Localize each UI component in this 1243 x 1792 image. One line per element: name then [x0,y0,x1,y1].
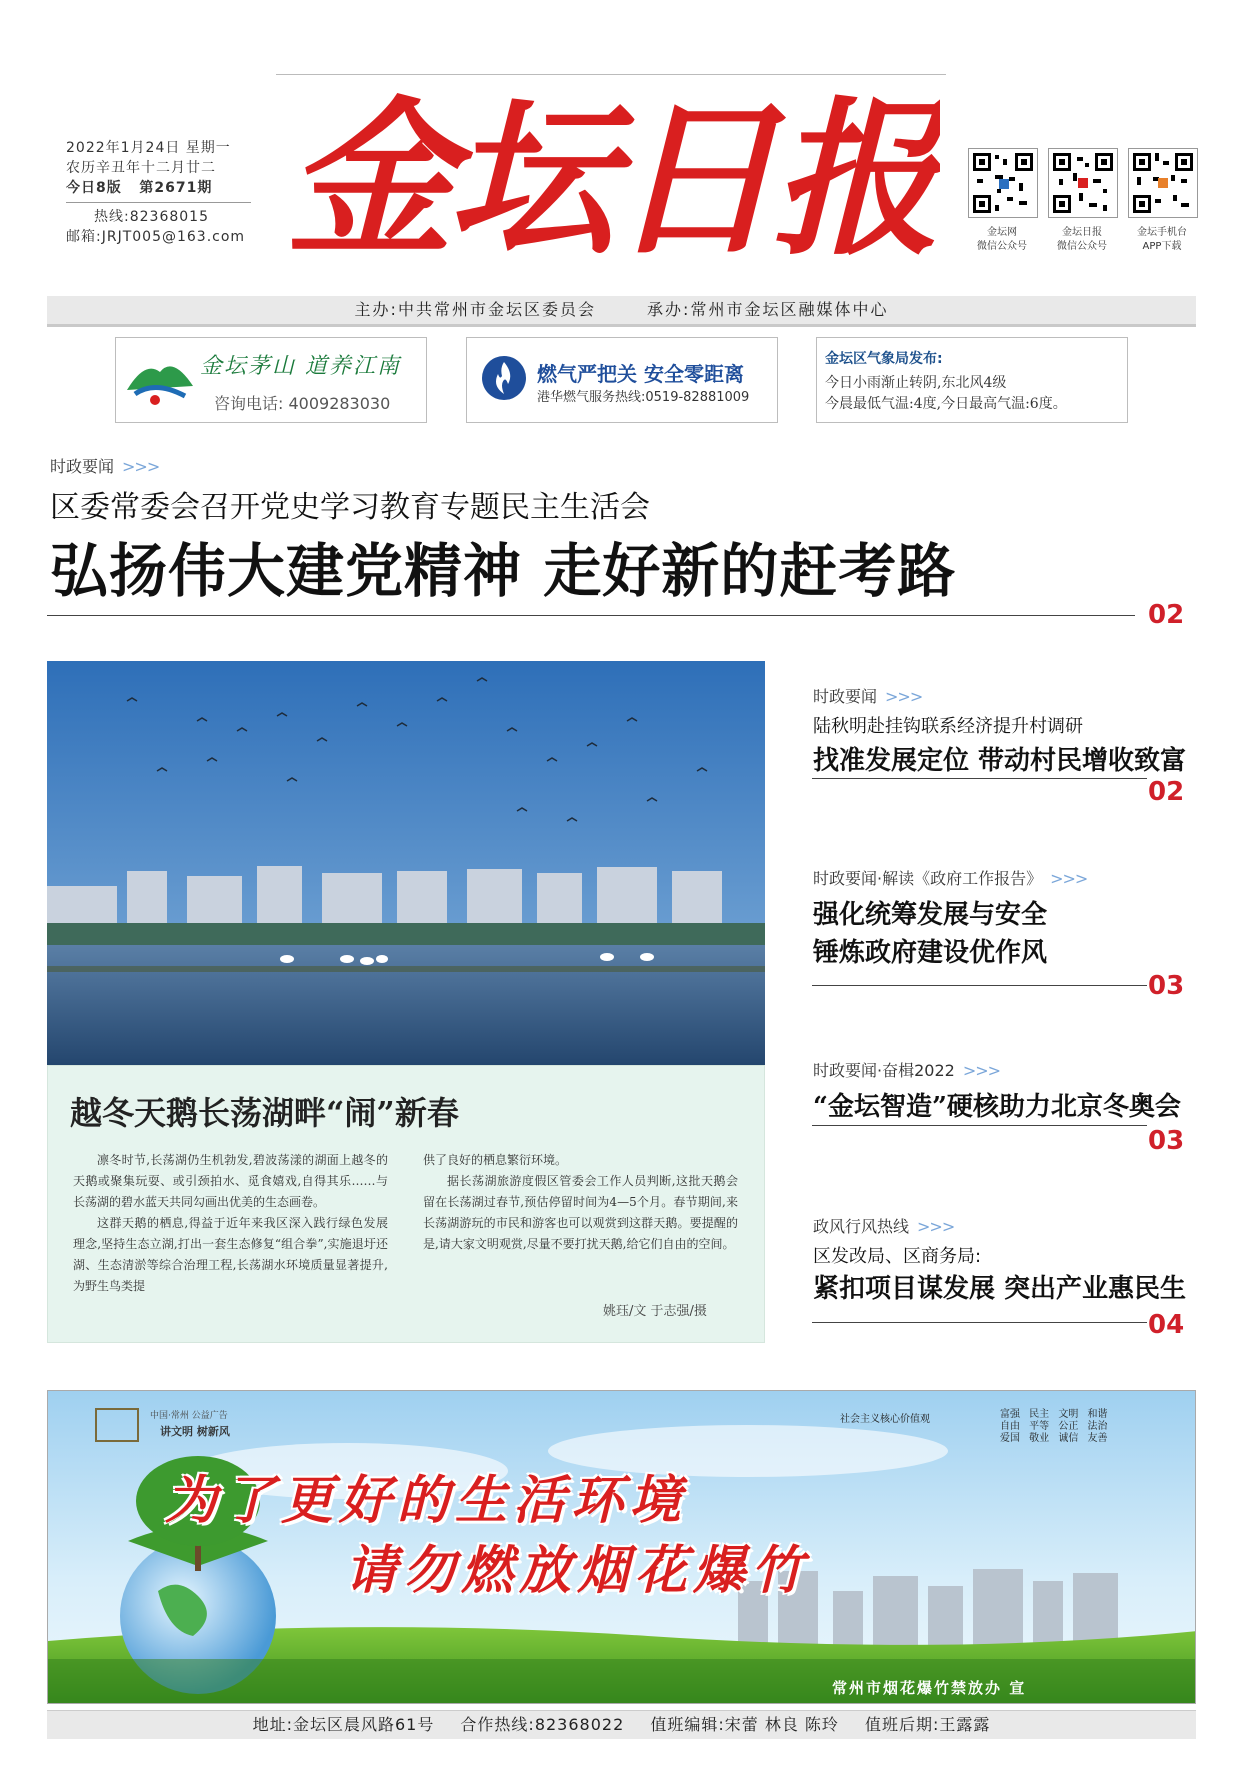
qr-code-jintanwang[interactable] [968,148,1038,218]
right-rule-3 [812,1125,1147,1126]
right-kicker-1: 时政要闻 >>> [813,687,923,706]
ad-headline-2: 请勿燃放烟花爆竹 [345,1541,810,1601]
right-headline-3[interactable]: “金坛智造”硬核助力北京冬奥会 [813,1092,1181,1122]
feature-paragraph: 供了良好的栖息繁衍环境。 [423,1153,568,1167]
right-subtitle-1: 陆秋明赴挂钩联系经济提升村调研 [813,716,1083,737]
footer-bar [47,1710,1196,1739]
host: 主办:中共常州市金坛区委员会 [354,300,596,319]
top-rule [276,74,946,75]
right-headline-2a[interactable]: 强化统筹发展与安全 [813,900,1048,930]
gas-phone: 港华燃气服务热线:0519-82881009 [537,390,750,405]
gas-flame-icon [480,354,528,402]
edition: 今日8版 [66,180,122,196]
core-values: 富强 民主 文明 和谐 自由 平等 公正 法治 爱国 敬业 诚信 友善 [1000,1409,1108,1444]
maoshan-slogan: 金坛茅山 道养江南 [200,354,401,379]
feature-byline: 姚珏/文 于志强/摄 [603,1304,707,1319]
right-rule-4 [812,1322,1147,1323]
weather-title: 金坛区气象局发布: [825,351,943,367]
organizer: 承办:常州市金坛区融媒体中心 [647,300,889,319]
qr-code-jintan-daily[interactable] [1048,148,1118,218]
feature-paragraph: 据长荡湖旅游度假区管委会工作人员判断,这批天鹅会留在长荡湖过春节,预估停留时间为4—5个月。春节期间,来长荡湖游玩的市民和游客也可以观赏到这群天鹅。要提醒的是,请大家文明观赏,尽量不要打扰天鹅,给它们自由的空间。 [423,1174,738,1251]
arrow-icon: >>> [122,457,160,476]
maoshan-logo-icon [125,350,195,408]
lead-rule [47,615,1135,616]
feature-column-2 [423,1150,738,1255]
hotline: 热线:82368015 [94,209,209,225]
right-page-3[interactable]: 03 [1148,1126,1185,1156]
swans-lake-photo [47,661,765,1065]
footer-hotline: 合作热线:82368022 [460,1715,625,1734]
right-page-4[interactable]: 04 [1148,1310,1185,1340]
arrow-icon: >>> [885,687,923,706]
right-rule-2 [812,985,1147,986]
date-info [66,138,251,247]
weather-line-2: 今晨最低气温:4度,今日最高气温:6度。 [825,396,1067,412]
weather-line-1: 今日小雨渐止转阴,东北风4级 [825,375,1007,391]
footer-address: 地址:金坛区晨风路61号 [252,1715,435,1734]
qr-code-app[interactable] [1128,148,1198,218]
right-headline-2b[interactable]: 锤炼政府建设优作风 [813,938,1048,968]
qr-icon [969,149,1037,217]
qr-icon [1129,149,1197,217]
ad-headline-1: 为了更好的生活环境 [165,1471,688,1531]
footer-editors: 值班编辑:宋蕾 林良 陈玲 [650,1715,839,1734]
date: 2022年1月24日 星期一 [66,140,231,156]
ad-org-top: 中国·常州 公益广告 [150,1411,228,1421]
right-headline-4[interactable]: 紧扣项目谋发展 突出产业惠民生 [813,1274,1187,1304]
right-rule-1 [812,778,1147,779]
masthead-text: 金坛日报 [286,88,934,278]
qr-label-2: 金坛日报 微信公众号 [1057,227,1107,252]
feature-column-1 [73,1150,388,1297]
date-rule [66,202,251,203]
lead-headline[interactable]: 弘扬伟大建党精神 走好新的赶考路 [50,537,957,605]
lead-subtitle: 区委常委会召开党史学习教育专题民主生活会 [50,490,650,525]
lunar-date: 农历辛丑年十二月廿二 [66,160,216,176]
right-page-1[interactable]: 02 [1148,777,1185,807]
feature-paragraph: 这群天鹅的栖息,得益于近年来我区深入践行绿色发展理念,坚持生态立湖,打出一套生态修复“组合拳”,实施退圩还湖、生态清淤等综合治理工程,长荡湖水环境质量显著提升,为野生鸟类提 [73,1216,388,1293]
qr-label-1: 金坛网 微信公众号 [977,227,1027,252]
maoshan-phone: 咨询电话: 4009283030 [214,394,391,413]
issue: 第2671期 [139,180,213,196]
ad-signature: 常州市烟花爆竹禁放办 宣 [832,1679,1027,1697]
feature-paragraph: 凛冬时节,长荡湖仍生机勃发,碧波荡漾的湖面上越冬的天鹅或聚集玩耍、或引颈拍水、觅食嬉戏,自得其乐……与长荡湖的碧水蓝天共同勾画出优美的生态画卷。 [73,1153,388,1209]
arrow-icon: >>> [962,1061,1001,1080]
right-headline-1[interactable]: 找准发展定位 带动村民增收致富 [813,746,1187,776]
right-kicker-3: 时政要闻·奋楫2022 >>> [813,1061,1001,1080]
right-page-2[interactable]: 03 [1148,971,1185,1001]
feature-title[interactable]: 越冬天鹅长荡湖畔“闹”新春 [70,1094,459,1132]
qr-label-3: 金坛手机台 APP下载 [1137,227,1187,252]
gas-slogan: 燃气严把关 安全零距离 [537,362,744,386]
right-kicker-2: 时政要闻·解读《政府工作报告》 >>> [813,869,1088,888]
sponsor-bar [47,296,1196,327]
footer-proof: 值班后期:王露露 [865,1715,991,1734]
lead-kicker: 时政要闻 >>> [50,457,160,476]
ad-org-slogan: 讲文明 树新风 [160,1425,230,1438]
masthead-title [280,88,940,278]
qr-icon [1049,149,1117,217]
arrow-icon: >>> [1050,869,1088,888]
edition-info [66,178,251,198]
right-subtitle-4: 区发改局、区商务局: [813,1246,982,1267]
email: 邮箱:JRJT005@163.com [66,229,246,245]
core-values-title: 社会主义核心价值观 [840,1414,930,1425]
arrow-icon: >>> [917,1217,955,1236]
lead-page-number[interactable]: 02 [1148,600,1185,630]
right-kicker-4: 政风行风热线 >>> [813,1217,955,1236]
